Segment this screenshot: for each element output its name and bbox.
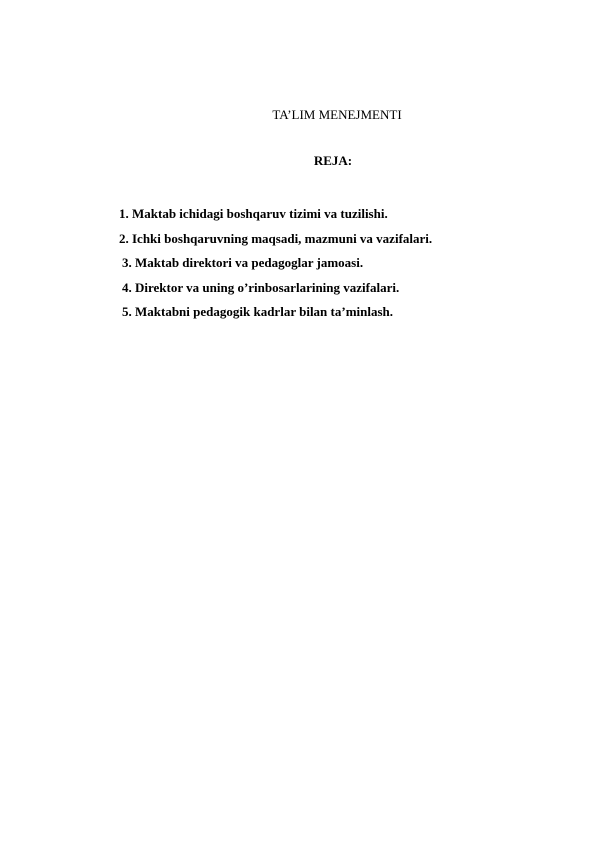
plan-item-2: 2. Ichki boshqaruvning maqsadi, mazmuni va vazifalari. (119, 230, 433, 246)
plan-list (119, 202, 432, 325)
plan-item-1: 1. Maktab ichidagi boshqaruv tizimi va tuzilishi. (119, 206, 388, 221)
plan-item-4: 4. Direktor va uning o’rinbosarlarining vazifalari. (122, 279, 400, 295)
plan-item-5: 5. Maktabni pedagogik kadrlar bilan ta’minlash. (122, 304, 394, 319)
plan-heading: REJA: (313, 153, 353, 168)
document-title: TA’LIM MENEJMENTI (272, 107, 402, 122)
plan-item-3: 3. Maktab direktori va pedagoglar jamoasi. (122, 255, 364, 270)
